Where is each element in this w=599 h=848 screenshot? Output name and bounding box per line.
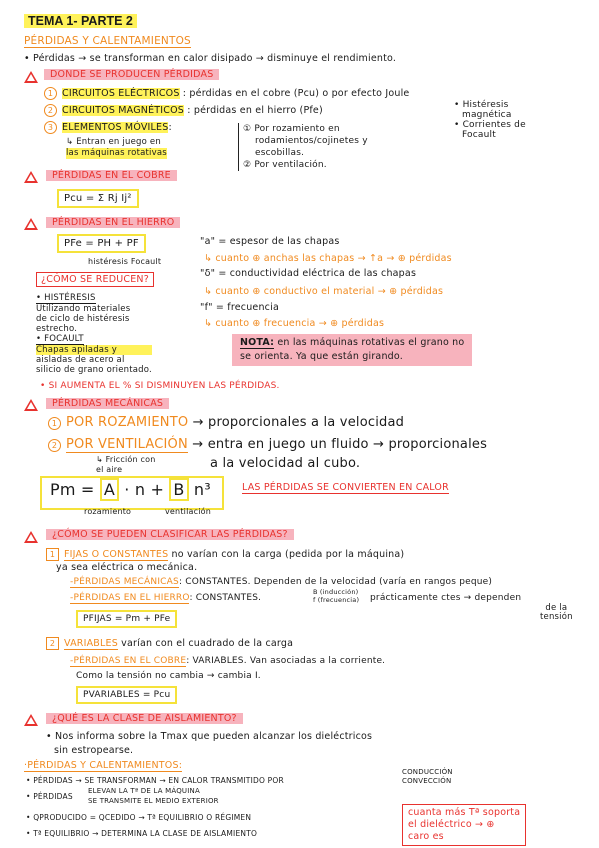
histeresis-block: • HISTÉRESIS Utilizando materiales de ciclo de histéresis estrecho.: [36, 293, 131, 334]
ventilacion-sub: ↳ Fricción con el aire: [96, 455, 156, 474]
rozamiento-line: 1 POR ROZAMIENTO → proporcionales a la velocidad: [48, 415, 404, 430]
number-circle-icon: 3: [44, 121, 57, 134]
aislamiento-heading: ¿QUÉ ES LA CLASE DE AISLAMIENTO?: [46, 713, 243, 724]
hierro-formula-sub: histéresis Focault: [88, 257, 162, 266]
convierten-text: LAS PÉRDIDAS SE CONVIERTEN EN CALOR: [242, 482, 449, 493]
hierro-side-list: • Histéresis magnética • Corrientes de Focault: [454, 100, 526, 140]
final-note: cuanta más Tª soporta el dieléctrico → ⊕ caro es: [402, 804, 526, 846]
item-circuitos-electricos: 1 CIRCUITOS ELÉCTRICOS : pérdidas en el cobre (Pcu) o por efecto Joule: [44, 87, 409, 100]
f-result: ↳ cuanto ⊕ frecuencia → ⊕ pérdidas: [204, 318, 385, 329]
warning-icon: [24, 168, 38, 187]
final-heading: ·PÉRDIDAS Y CALENTAMIENTOS:: [24, 760, 183, 771]
nota-box: NOTA: en las máquinas rotativas el grano no se orienta. Ya que están girando.: [232, 334, 472, 366]
hierro-const-braces: B (inducción) f (frecuencia): [313, 588, 360, 604]
reducen-box: ¿CÓMO SE REDUCEN?: [36, 272, 154, 287]
final-line1-list: CONDUCCIÓN CONVECCIÓN: [402, 768, 453, 785]
item-elementos-moviles: 3 ELEMENTOS MÓVILES:: [44, 121, 172, 134]
mecanicas-heading: PÉRDIDAS MECÁNICAS: [46, 398, 169, 409]
section-heading-perdidas: PÉRDIDAS Y CALENTAMIENTOS: [24, 35, 191, 47]
pm-formula: Pm = A · n + B n³: [50, 480, 211, 499]
fijas-line: 1 FIJAS O CONSTANTES no varían con la carga (pedida por la máquina): [46, 548, 404, 561]
cobre-heading: PÉRDIDAS EN EL COBRE: [46, 170, 177, 181]
item-circuitos-magneticos: 2 CIRCUITOS MAGNÉTICOS : pérdidas en el hierro (Pfe): [44, 104, 323, 117]
number-square-icon: 1: [46, 548, 59, 561]
cobre-formula: Pcu = Σ Rj Ij²: [57, 189, 139, 208]
aislamiento-text1: • Nos informa sobre la Tmax que pueden alcanzar los dieléctricos: [46, 731, 373, 742]
number-square-icon: 2: [46, 637, 59, 650]
aumenta-line: • SI AUMENTA EL % SI DISMINUYEN LAS PÉRDIDAS.: [40, 381, 280, 391]
pvar-formula: PVARIABLES = Pcu: [76, 686, 177, 704]
ventilacion-line2: a la velocidad al cubo.: [210, 456, 361, 471]
number-circle-icon: 1: [44, 87, 57, 100]
fijas-line2: ya sea eléctrica o mecánica.: [56, 562, 198, 573]
focault-block: • FOCAULT Chapas apiladas y aisladas de acero al silicio de grano orientado.: [36, 334, 152, 375]
f-definition: "f" = frecuencia: [200, 302, 279, 313]
number-circle-icon: 2: [48, 439, 61, 452]
warning-icon: [24, 68, 38, 87]
s-definition: "δ" = conductividad eléctrica de las chapas: [200, 268, 417, 279]
hierro-heading: PÉRDIDAS EN EL HIERRO: [46, 217, 180, 228]
number-circle-icon: 1: [48, 417, 61, 430]
hierro-formula: PFe = PH + PF: [57, 234, 146, 253]
number-circle-icon: 2: [44, 104, 57, 117]
a-result: ↳ cuanto ⊕ anchas las chapas → ↑a → ⊕ pérdidas: [204, 253, 452, 264]
variables-line: 2 VARIABLES varían con el cuadrado de la carga: [46, 637, 293, 650]
final-line2: • PÉRDIDAS: [26, 792, 73, 801]
intro-text: • Pérdidas → se transforman en calor disipado → disminuye el rendimiento.: [24, 53, 397, 64]
final-line3: • QPRODUCIDO = QCEDIDO → Tª EQUILIBRIO O RÉGIMEN: [26, 813, 252, 822]
clasif-heading: ¿CÓMO SE PUEDEN CLASIFICAR LAS PÉRDIDAS?: [46, 529, 294, 540]
cobre-var: -PÉRDIDAS EN EL COBRE: VARIABLES. Van asociadas a la corriente.: [70, 656, 386, 666]
hierro-const-ctes: prácticamente ctes → dependen: [370, 593, 522, 603]
ventilacion-line: 2 POR VENTILACIÓN → entra en juego un fluido → proporcionales: [48, 437, 487, 452]
moviles-list: ① Por rozamiento en rodamientos/cojinetes y escobillas. ② Por ventilación.: [238, 123, 368, 171]
donde-heading: DONDE SE PRODUCEN PÉRDIDAS: [44, 69, 219, 80]
warning-icon: [24, 711, 38, 730]
moviles-sub: ↳ Entran en juego en las máquinas rotativas: [66, 137, 167, 158]
a-definition: "a" = espesor de las chapas: [200, 236, 340, 247]
cobre-var2: Como la tensión no cambia → cambia I.: [76, 671, 261, 681]
label-rozamiento: rozamiento: [84, 507, 132, 516]
warning-icon: [24, 396, 38, 415]
s-result: ↳ cuanto ⊕ conductivo el material → ⊕ pérdidas: [204, 286, 444, 297]
pfijas-formula: PFIJAS = Pm + PFe: [76, 610, 177, 628]
hierro-const: -PÉRDIDAS EN EL HIERRO: CONSTANTES.: [70, 593, 262, 603]
hierro-const-tension: de la tensión: [540, 603, 573, 622]
warning-icon: [24, 215, 38, 234]
final-line1: • PÉRDIDAS → SE TRANSFORMAN → EN CALOR TRANSMITIDO POR: [26, 776, 284, 785]
mecanicas-const: -PÉRDIDAS MECÁNICAS: CONSTANTES. Dependen de la velocidad (varía en rangos peque): [70, 577, 493, 587]
final-line2-list: ELEVAN LA Tª DE LA MÁQUINA SE TRANSMITE EL MEDIO EXTERIOR: [88, 787, 219, 805]
label-ventilacion: ventilación: [165, 507, 211, 516]
warning-icon: [24, 528, 38, 547]
final-line4: • Tª EQUILIBRIO → DETERMINA LA CLASE DE AISLAMIENTO: [26, 829, 258, 838]
page-title: TEMA 1- PARTE 2: [24, 14, 137, 28]
aislamiento-text2: sin estropearse.: [54, 745, 134, 756]
